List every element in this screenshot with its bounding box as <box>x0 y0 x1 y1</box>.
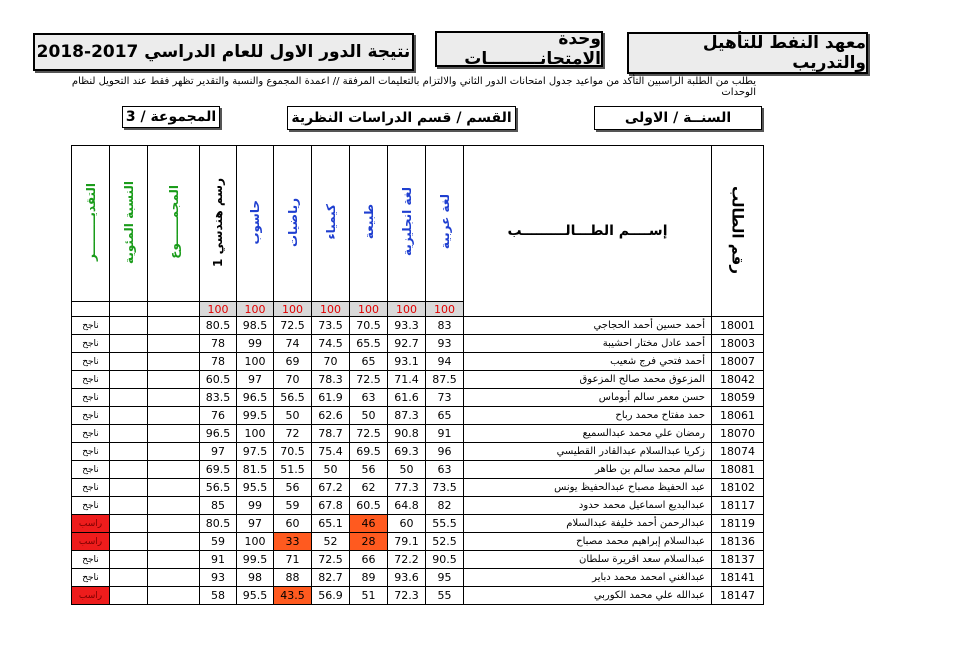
table-row <box>72 425 764 443</box>
subject-header-text: رسم هندسي 1 <box>211 177 225 267</box>
blank-cell <box>72 302 110 317</box>
mark-cell: 73.5 <box>426 479 464 497</box>
total-cell <box>148 353 200 371</box>
max-mark-cell: 100 <box>200 302 237 317</box>
percentage-header <box>110 146 148 302</box>
mark-cell: 87.3 <box>388 407 426 425</box>
mark-cell: 69.5 <box>350 443 388 461</box>
mark-cell: 65 <box>350 353 388 371</box>
mark-cell: 73.5 <box>312 317 350 335</box>
student-id-header <box>712 146 764 317</box>
student-name-cell: حمد مفتاح محمد رباح <box>464 407 712 425</box>
mark-cell: 77.3 <box>388 479 426 497</box>
group-box <box>122 106 220 128</box>
mark-cell: 65.1 <box>312 515 350 533</box>
grade-cell: ناجح <box>72 389 110 407</box>
mark-cell: 74.5 <box>312 335 350 353</box>
mark-cell: 98.5 <box>237 317 274 335</box>
mark-cell: 46 <box>350 515 388 533</box>
student-id-cell: 18147 <box>712 587 764 605</box>
mark-cell: 69.5 <box>200 461 237 479</box>
student-id-cell: 18074 <box>712 443 764 461</box>
student-name-cell: أحمد حسين أحمد الحجاجي <box>464 317 712 335</box>
mark-cell: 72.5 <box>350 371 388 389</box>
mark-cell: 66 <box>350 551 388 569</box>
mark-cell: 78 <box>200 353 237 371</box>
table-row <box>72 443 764 461</box>
mark-cell: 71.4 <box>388 371 426 389</box>
table-row <box>72 407 764 425</box>
student-name-cell: عبد الحفيظ مصباح عبدالحفيظ يونس <box>464 479 712 497</box>
table-row <box>72 551 764 569</box>
max-mark-cell: 100 <box>237 302 274 317</box>
student-name-cell: سالم محمد سالم بن طاهر <box>464 461 712 479</box>
mark-cell: 72.3 <box>388 587 426 605</box>
mark-cell: 65 <box>426 407 464 425</box>
mark-cell: 70 <box>312 353 350 371</box>
grade-cell: راسب <box>72 533 110 551</box>
grade-cell: ناجح <box>72 497 110 515</box>
mark-cell: 72 <box>274 425 312 443</box>
mark-cell: 83 <box>426 317 464 335</box>
notice-text: يطلب من الطلبة الراسبين التأكد من مواعيد جدول امتحانات الدور الثاني والالتزام بالتعليمات المرفقة // اعمدة المجموع والنسبة والتقدير تظهر فقط عند التحويل لنظام الوحدات <box>71 76 756 98</box>
mark-cell: 70.5 <box>274 443 312 461</box>
mark-cell: 79.1 <box>388 533 426 551</box>
mark-cell: 99 <box>237 497 274 515</box>
student-name-cell: أحمد عادل مختار احشيبة <box>464 335 712 353</box>
subject-header <box>350 146 388 302</box>
percentage-cell <box>110 533 148 551</box>
total-cell <box>148 515 200 533</box>
total-cell <box>148 461 200 479</box>
mark-cell: 99.5 <box>237 407 274 425</box>
mark-cell: 96 <box>426 443 464 461</box>
student-id-cell: 18042 <box>712 371 764 389</box>
total-cell <box>148 551 200 569</box>
mark-cell: 56.5 <box>200 479 237 497</box>
percentage-cell <box>110 461 148 479</box>
student-id-cell: 18059 <box>712 389 764 407</box>
student-name-header-text: إســــم الطـــالـــــــــب <box>507 223 668 239</box>
mark-cell: 89 <box>350 569 388 587</box>
mark-cell: 81.5 <box>237 461 274 479</box>
mark-cell: 100 <box>237 353 274 371</box>
department-text: القسم / قسم الدراسات النظرية <box>291 110 512 126</box>
mark-cell: 60.5 <box>200 371 237 389</box>
table-row <box>72 461 764 479</box>
mark-cell: 76 <box>200 407 237 425</box>
grade-cell: ناجح <box>72 407 110 425</box>
blank-cell <box>110 302 148 317</box>
max-mark-cell: 100 <box>388 302 426 317</box>
table-row <box>72 587 764 605</box>
total-cell <box>148 407 200 425</box>
mark-cell: 50 <box>388 461 426 479</box>
student-name-cell: عبدالرحمن أحمد خليفة عبدالسلام <box>464 515 712 533</box>
student-id-cell: 18137 <box>712 551 764 569</box>
student-id-header-text: رقم الطالب <box>728 185 747 274</box>
subject-header-text: كيمياء <box>323 204 338 240</box>
mark-cell: 78.3 <box>312 371 350 389</box>
grade-cell: ناجح <box>72 479 110 497</box>
subject-header <box>388 146 426 302</box>
mark-cell: 88 <box>274 569 312 587</box>
result-title-text: نتيجة الدور الاول للعام الدراسي 2017-2018 <box>36 42 411 62</box>
table-row <box>72 389 764 407</box>
mark-cell: 98 <box>237 569 274 587</box>
student-name-cell: حسن معمر سالم أبوماس <box>464 389 712 407</box>
group-text: المجموعة / 3 <box>125 109 217 125</box>
total-header <box>148 146 200 302</box>
mark-cell: 50 <box>350 407 388 425</box>
percentage-cell <box>110 353 148 371</box>
header-row <box>72 146 764 302</box>
mark-cell: 61.6 <box>388 389 426 407</box>
mark-cell: 90.8 <box>388 425 426 443</box>
grade-cell: ناجح <box>72 317 110 335</box>
table-row <box>72 569 764 587</box>
mark-cell: 55 <box>426 587 464 605</box>
total-cell <box>148 479 200 497</box>
percentage-cell <box>110 335 148 353</box>
table-row <box>72 317 764 335</box>
mark-cell: 56 <box>350 461 388 479</box>
blank-cell <box>148 302 200 317</box>
student-id-cell: 18141 <box>712 569 764 587</box>
student-id-cell: 18003 <box>712 335 764 353</box>
mark-cell: 75.4 <box>312 443 350 461</box>
percentage-cell <box>110 317 148 335</box>
subject-header-text: رياضيات <box>285 197 300 247</box>
mark-cell: 56.5 <box>274 389 312 407</box>
percentage-header-text: النسبة المئوية <box>121 180 136 264</box>
mark-cell: 93.3 <box>388 317 426 335</box>
mark-cell: 80.5 <box>200 317 237 335</box>
student-id-cell: 18081 <box>712 461 764 479</box>
grade-cell: ناجح <box>72 551 110 569</box>
mark-cell: 71 <box>274 551 312 569</box>
year-text: السنــة / الاولى <box>624 110 732 126</box>
mark-cell: 82 <box>426 497 464 515</box>
student-id-cell: 18061 <box>712 407 764 425</box>
institute-title-text: معهد النفط للتأهيل والتدريب <box>702 33 866 73</box>
total-cell <box>148 587 200 605</box>
mark-cell: 73 <box>426 389 464 407</box>
mark-cell: 80.5 <box>200 515 237 533</box>
max-mark-cell: 100 <box>426 302 464 317</box>
total-cell <box>148 389 200 407</box>
student-name-header <box>464 146 712 317</box>
mark-cell: 43.5 <box>274 587 312 605</box>
percentage-cell <box>110 587 148 605</box>
student-id-cell: 18117 <box>712 497 764 515</box>
mark-cell: 59 <box>200 533 237 551</box>
mark-cell: 85 <box>200 497 237 515</box>
mark-cell: 51.5 <box>274 461 312 479</box>
mark-cell: 95.5 <box>237 479 274 497</box>
mark-cell: 97 <box>200 443 237 461</box>
mark-cell: 69.3 <box>388 443 426 461</box>
subject-header <box>237 146 274 302</box>
result-title <box>33 33 414 71</box>
table-row <box>72 353 764 371</box>
mark-cell: 67.2 <box>312 479 350 497</box>
mark-cell: 56.9 <box>312 587 350 605</box>
student-id-cell: 18119 <box>712 515 764 533</box>
subject-header-text: لغة انجليزية <box>399 187 414 257</box>
total-cell <box>148 569 200 587</box>
grade-cell: ناجح <box>72 371 110 389</box>
grade-cell: ناجح <box>72 353 110 371</box>
mark-cell: 64.8 <box>388 497 426 515</box>
year-box <box>594 106 762 130</box>
total-cell <box>148 425 200 443</box>
mark-cell: 28 <box>350 533 388 551</box>
mark-cell: 51 <box>350 587 388 605</box>
mark-cell: 52 <box>312 533 350 551</box>
mark-cell: 90.5 <box>426 551 464 569</box>
max-mark-cell: 100 <box>350 302 388 317</box>
mark-cell: 58 <box>200 587 237 605</box>
student-name-cell: رمضان علي محمد عبدالسميع <box>464 425 712 443</box>
mark-cell: 99 <box>237 335 274 353</box>
student-name-cell: عبدالسلام إبراهيم محمد مصباح <box>464 533 712 551</box>
percentage-cell <box>110 443 148 461</box>
subject-header-text: لغة عربية <box>437 194 452 250</box>
student-name-cell: عبدالله علي محمد الكوربي <box>464 587 712 605</box>
mark-cell: 72.5 <box>312 551 350 569</box>
student-id-cell: 18070 <box>712 425 764 443</box>
mark-cell: 52.5 <box>426 533 464 551</box>
grade-header-text: التقديـــــــــر <box>83 183 98 261</box>
total-header-text: المجمــــــوع <box>166 185 181 259</box>
table-row <box>72 371 764 389</box>
subject-header <box>426 146 464 302</box>
mark-cell: 97.5 <box>237 443 274 461</box>
percentage-cell <box>110 389 148 407</box>
percentage-cell <box>110 407 148 425</box>
table-row <box>72 497 764 515</box>
percentage-cell <box>110 515 148 533</box>
mark-cell: 72.5 <box>274 317 312 335</box>
results-table <box>71 145 764 605</box>
percentage-cell <box>110 569 148 587</box>
mark-cell: 91 <box>426 425 464 443</box>
percentage-cell <box>110 497 148 515</box>
table-row <box>72 533 764 551</box>
mark-cell: 96.5 <box>200 425 237 443</box>
grade-cell: ناجح <box>72 569 110 587</box>
total-cell <box>148 533 200 551</box>
student-id-cell: 18102 <box>712 479 764 497</box>
percentage-cell <box>110 371 148 389</box>
mark-cell: 70.5 <box>350 317 388 335</box>
total-cell <box>148 317 200 335</box>
mark-cell: 87.5 <box>426 371 464 389</box>
table-row <box>72 479 764 497</box>
mark-cell: 72.2 <box>388 551 426 569</box>
grade-cell: راسب <box>72 587 110 605</box>
percentage-cell <box>110 425 148 443</box>
mark-cell: 61.9 <box>312 389 350 407</box>
mark-cell: 69 <box>274 353 312 371</box>
subject-header <box>312 146 350 302</box>
table-row <box>72 515 764 533</box>
total-cell <box>148 371 200 389</box>
percentage-cell <box>110 479 148 497</box>
subject-header-text: حاسوب <box>248 199 262 245</box>
institute-title <box>627 32 868 74</box>
mark-cell: 65.5 <box>350 335 388 353</box>
mark-cell: 55.5 <box>426 515 464 533</box>
mark-cell: 62 <box>350 479 388 497</box>
mark-cell: 94 <box>426 353 464 371</box>
mark-cell: 60 <box>388 515 426 533</box>
mark-cell: 70 <box>274 371 312 389</box>
mark-cell: 78.7 <box>312 425 350 443</box>
max-mark-cell: 100 <box>312 302 350 317</box>
mark-cell: 93 <box>200 569 237 587</box>
exam-unit-title-text: وحدة الامتحانـــــــــات <box>464 29 601 69</box>
mark-cell: 33 <box>274 533 312 551</box>
subject-header <box>200 146 237 302</box>
mark-cell: 100 <box>237 533 274 551</box>
mark-cell: 62.6 <box>312 407 350 425</box>
mark-cell: 74 <box>274 335 312 353</box>
mark-cell: 97 <box>237 515 274 533</box>
grade-cell: ناجح <box>72 335 110 353</box>
mark-cell: 63 <box>350 389 388 407</box>
mark-cell: 93 <box>426 335 464 353</box>
mark-cell: 91 <box>200 551 237 569</box>
student-name-cell: زكريا عبدالسلام عبدالقادر القطيسي <box>464 443 712 461</box>
student-name-cell: عبدالغني امحمد محمد دباير <box>464 569 712 587</box>
mark-cell: 78 <box>200 335 237 353</box>
student-name-cell: عبدالبديع اسماعيل محمد حدود <box>464 497 712 515</box>
mark-cell: 60 <box>274 515 312 533</box>
mark-cell: 83.5 <box>200 389 237 407</box>
mark-cell: 67.8 <box>312 497 350 515</box>
mark-cell: 99.5 <box>237 551 274 569</box>
student-id-cell: 18136 <box>712 533 764 551</box>
mark-cell: 95 <box>426 569 464 587</box>
grade-header <box>72 146 110 302</box>
student-id-cell: 18001 <box>712 317 764 335</box>
subject-header-text: طبيعة <box>361 204 376 240</box>
student-name-cell: عبدالسلام سعد اقريرة سلطان <box>464 551 712 569</box>
mark-cell: 82.7 <box>312 569 350 587</box>
total-cell <box>148 443 200 461</box>
mark-cell: 93.6 <box>388 569 426 587</box>
mark-cell: 63 <box>426 461 464 479</box>
student-name-cell: المزعوق محمد صالح المزعوق <box>464 371 712 389</box>
exam-unit-title <box>435 31 603 67</box>
grade-cell: ناجح <box>72 425 110 443</box>
grade-cell: ناجح <box>72 461 110 479</box>
mark-cell: 60.5 <box>350 497 388 515</box>
student-name-cell: أحمد فتحي فرج شعيب <box>464 353 712 371</box>
mark-cell: 72.5 <box>350 425 388 443</box>
total-cell <box>148 497 200 515</box>
max-mark-cell: 100 <box>274 302 312 317</box>
mark-cell: 93.1 <box>388 353 426 371</box>
mark-cell: 56 <box>274 479 312 497</box>
mark-cell: 100 <box>237 425 274 443</box>
total-cell <box>148 335 200 353</box>
grade-cell: ناجح <box>72 443 110 461</box>
mark-cell: 97 <box>237 371 274 389</box>
mark-cell: 96.5 <box>237 389 274 407</box>
mark-cell: 95.5 <box>237 587 274 605</box>
grade-cell: راسب <box>72 515 110 533</box>
department-box <box>287 106 516 130</box>
mark-cell: 50 <box>274 407 312 425</box>
percentage-cell <box>110 551 148 569</box>
table-row <box>72 335 764 353</box>
mark-cell: 59 <box>274 497 312 515</box>
student-id-cell: 18007 <box>712 353 764 371</box>
mark-cell: 92.7 <box>388 335 426 353</box>
subject-header <box>274 146 312 302</box>
mark-cell: 50 <box>312 461 350 479</box>
